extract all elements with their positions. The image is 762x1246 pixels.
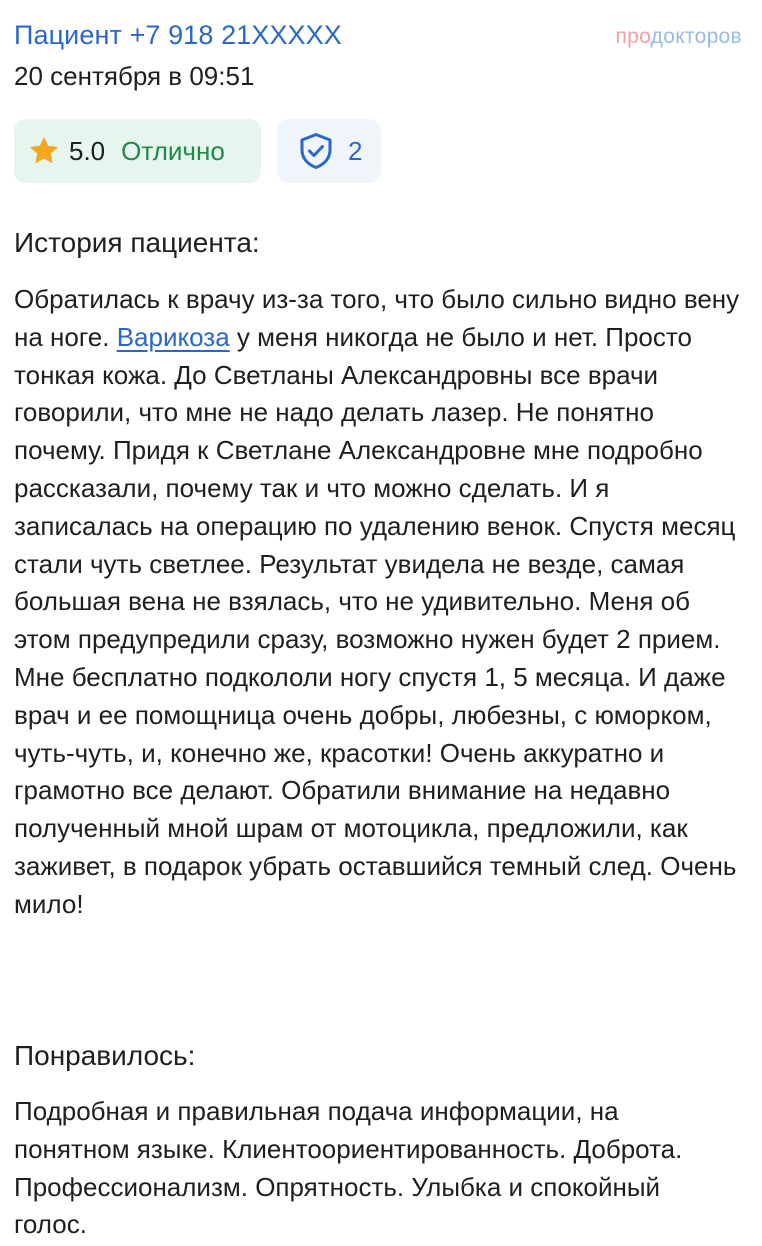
review-header xyxy=(14,0,748,98)
rating-value: 5.0 xyxy=(69,135,106,166)
history-text-part1: Обратилась к врачу из-за того, что было сильно видно вену на ноге. xyxy=(14,284,740,352)
history-text xyxy=(14,281,740,924)
review-date: 20 сентября в 09:51 xyxy=(14,61,255,91)
brand-logo-part1: про xyxy=(615,25,651,48)
verified-count: 2 xyxy=(348,135,363,166)
liked-text: Подробная и правильная подача информации, на понятном языке. Клиентоориентированность. Доброта. Профессионализм. Опрятность. Улыбка и спокойный голос. xyxy=(14,1096,683,1240)
brand-logo[interactable] xyxy=(615,25,742,49)
star-icon xyxy=(29,136,59,166)
varicose-link[interactable]: Варикоза xyxy=(116,321,230,352)
history-text-part2: у меня никогда не было и нет. Просто тонкая кожа. До Светланы Александровны все врачи говорили, что мне не надо делать лазер. Не понятно почему. Придя к Светлане Александровне мне подробно рассказали, почему так и что можно сделать. И я записалась на операцию по удалению венок. Спустя месяц стали чуть светлее. Результат увидела не везде, самая большая вена не взялась, что не удивительно. Меня об этом предупредили сразу, возможно нужен будет 2 прием. Мне бесплатно подкололи ногу спустя 1, 5 месяца. И даже врач и ее помощница очень добры, любезны, с юморком, чуть-чуть, и, конечно же, красотки! Очень аккуратно и грамотно все делают. Обратили внимание на недавно полученный мной шрам от мотоцикла, предложили, как заживет, в подарок убрать оставшийся темный след. Очень мило! xyxy=(14,321,737,919)
brand-logo-part2: докторов xyxy=(650,25,742,48)
review-badges xyxy=(14,119,381,183)
rating-badge[interactable] xyxy=(14,119,261,183)
review-author-link[interactable]: Пациент +7 918 21XXXXX xyxy=(14,20,342,50)
rating-label: Отлично xyxy=(121,135,225,166)
verified-badge[interactable] xyxy=(277,119,381,183)
history-title: История пациента: xyxy=(14,227,260,258)
shield-check-icon xyxy=(296,131,336,171)
liked-title: Понравилось: xyxy=(14,1040,196,1071)
